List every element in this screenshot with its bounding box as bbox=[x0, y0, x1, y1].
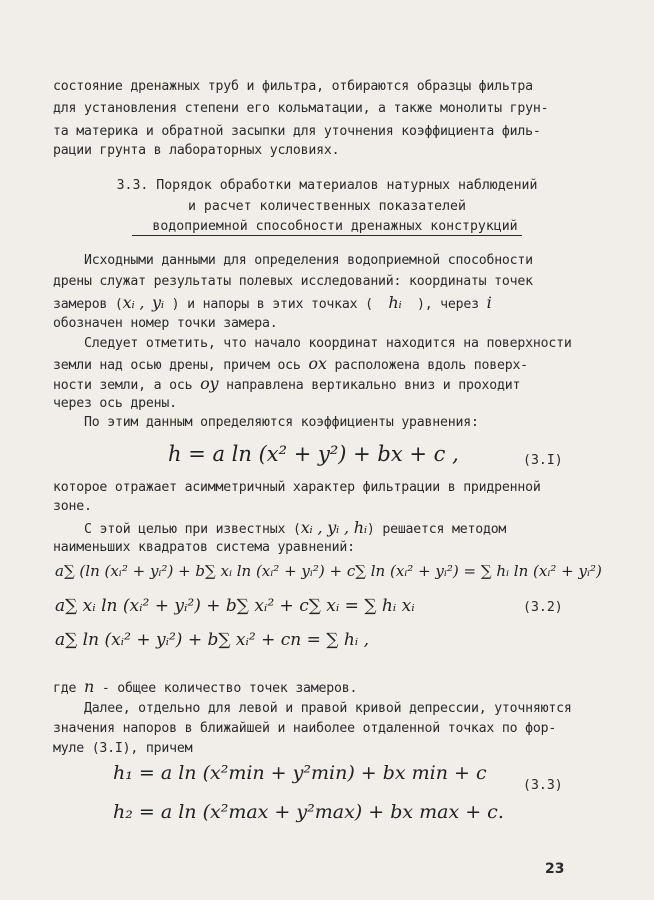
text: - общее количество точек замеров. bbox=[101, 681, 358, 696]
text-line: которое отражает асимметричный характер фильтрации в придренной bbox=[53, 480, 541, 495]
text: ) и напоры в этих точках ( bbox=[171, 297, 373, 312]
equation-3-2-row1: a∑ (ln (xᵢ² + yᵢ²) + b∑ xᵢ ln (xᵢ² + yᵢ²) + c∑ ln (xᵢ² + yᵢ²) = ∑ hᵢ ln (xᵢ² + yᵢ²) bbox=[55, 562, 602, 580]
equation-3-3-row1: h₁ = a ln (x²min + y²min) + bx min + c bbox=[113, 762, 487, 784]
vars: xᵢ , yᵢ , hᵢ bbox=[300, 518, 367, 537]
text-line-with-vars bbox=[53, 676, 613, 699]
equation-3-2-row2: a∑ xᵢ ln (xᵢ² + yᵢ²) + b∑ xᵢ² + c∑ xᵢ = ∑ hᵢ xᵢ bbox=[55, 596, 415, 616]
equation-3-3-row2: h₂ = a ln (x²max + y²max) + bx max + c. bbox=[113, 801, 504, 823]
var-hi: hᵢ bbox=[388, 293, 402, 312]
text-line: Исходными данными для определения водоприемной способности bbox=[84, 253, 533, 268]
equation-label: (3.3) bbox=[523, 778, 563, 793]
var-xi: xᵢ , bbox=[122, 293, 145, 312]
var-yi: yᵢ bbox=[152, 293, 164, 312]
equation-label: (3.I) bbox=[523, 453, 563, 468]
text-line: наименьших квадратов система уравнений: bbox=[53, 540, 355, 555]
text-line: рации грунта в лабораторных условиях. bbox=[53, 143, 340, 158]
var-n: n bbox=[83, 677, 95, 696]
text-line: Следует отметить, что начало координат находится на поверхности bbox=[84, 336, 572, 351]
text-line: муле (3.I), причем bbox=[53, 741, 193, 756]
page-number: 23 bbox=[545, 861, 565, 877]
equation-3-2-row3: a∑ ln (xᵢ² + yᵢ²) + b∑ xᵢ² + cn = ∑ hᵢ , bbox=[55, 630, 370, 650]
text: ) решается методом bbox=[366, 522, 507, 537]
text: ности земли, а ось bbox=[53, 378, 193, 393]
var-ox: ox bbox=[308, 354, 327, 373]
text: направлена вертикально вниз и проходит bbox=[226, 378, 521, 393]
equation-3-1: h = a ln (x² + y²) + bx + c , bbox=[168, 442, 459, 466]
heading-line3: водоприемной способности дренажных конструкций bbox=[132, 219, 521, 236]
section-heading-underlined bbox=[0, 216, 654, 237]
text-line-with-vars bbox=[53, 292, 613, 315]
text-line: Далее, отдельно для левой и правой кривой депрессии, уточняются bbox=[84, 701, 572, 716]
text-line: По этим данным определяются коэффициенты уравнения: bbox=[84, 415, 479, 430]
text: расположена вдоль поверх- bbox=[334, 358, 528, 373]
text-line: та материка и обратной засыпки для уточнения коэффициента филь- bbox=[53, 124, 541, 139]
text-line: зоне. bbox=[53, 499, 92, 514]
section-heading: и расчет количественных показателей bbox=[188, 199, 466, 214]
text-line: через ось дрены. bbox=[53, 396, 177, 411]
text-line: дрены служат результаты полевых исследований: координаты точек bbox=[53, 274, 533, 289]
text-line: для установления степени его кольматации, а также монолиты грун- bbox=[53, 101, 549, 116]
text: замеров ( bbox=[53, 297, 123, 312]
text: ), через bbox=[416, 297, 479, 312]
equation-label: (3.2) bbox=[523, 600, 563, 615]
text-line: обозначен номер точки замера. bbox=[53, 316, 278, 331]
section-heading: 3.3. Порядок обработки материалов натурных наблюдений bbox=[116, 178, 538, 193]
text: где bbox=[53, 681, 77, 696]
text: С этой целью при известных ( bbox=[84, 522, 301, 537]
var-oy: oy bbox=[200, 374, 219, 393]
text: земли над осью дрены, причем ось bbox=[53, 358, 301, 373]
text-line: значения напоров в ближайшей и наиболее отдаленной точках по фор- bbox=[53, 721, 557, 736]
var-i: i bbox=[486, 293, 492, 312]
text-line: состояние дренажных труб и фильтра, отбираются образцы фильтра bbox=[53, 79, 533, 94]
